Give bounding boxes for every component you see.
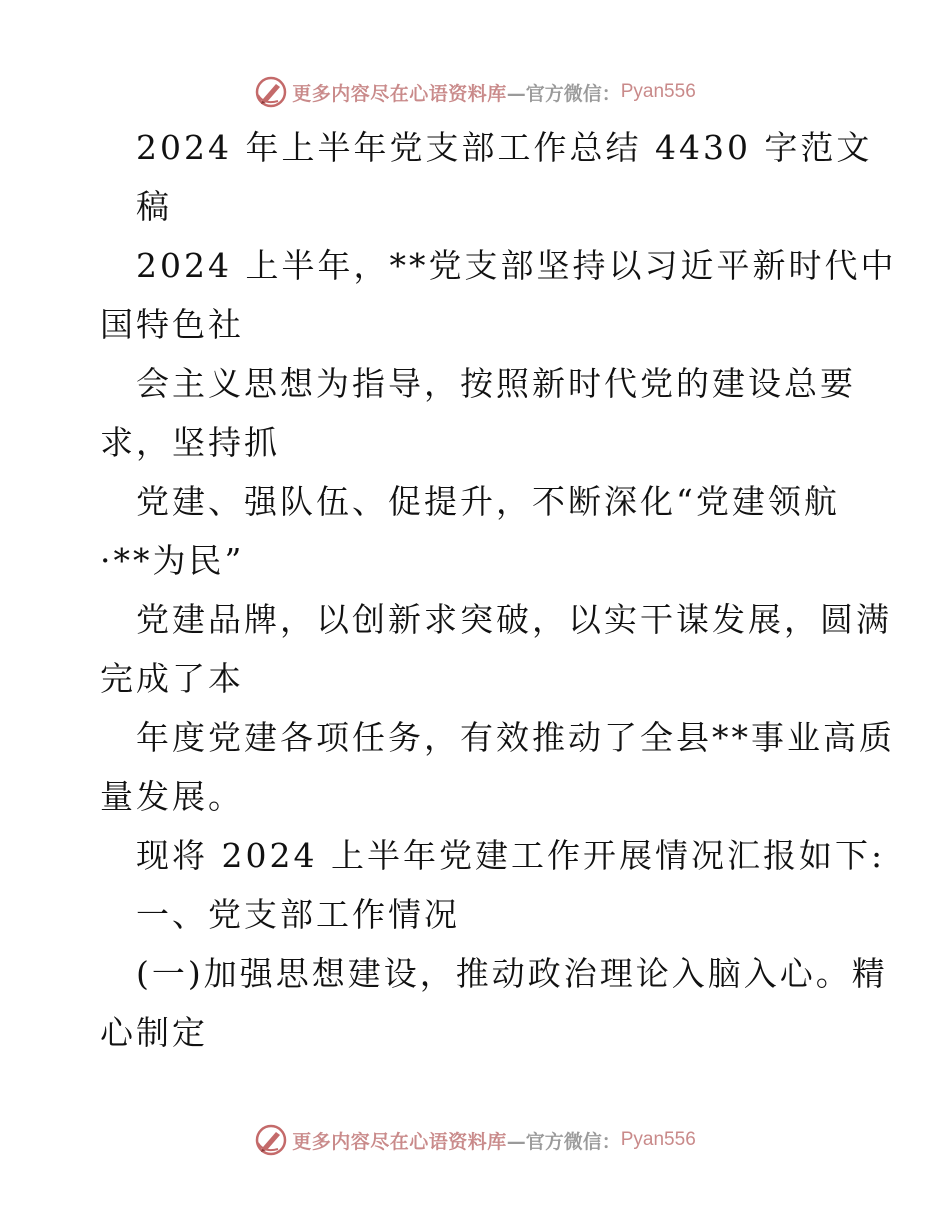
pen-logo-icon bbox=[254, 1123, 288, 1157]
footer-watermark bbox=[0, 1120, 950, 1160]
body-line: 会主义思想为指导，按照新时代党的建设总要 bbox=[136, 364, 856, 403]
watermark-official-text: —官方微信： bbox=[506, 82, 621, 105]
body-line: 求，坚持抓 bbox=[100, 423, 280, 462]
watermark-wechat-id: Pyan556 bbox=[620, 81, 696, 102]
pen-logo-icon bbox=[254, 75, 288, 109]
watermark-main-text: 更多内容尽在心语资料库 bbox=[292, 82, 507, 105]
body-line: 现将 2024 上半年党建工作开展情况汇报如下: bbox=[136, 836, 886, 875]
body-line: 年度党建各项任务，有效推动了全县**事业高质 bbox=[136, 718, 895, 757]
subsection-heading: (一)加强思想建设，推动政治理论入脑入心。精 bbox=[136, 954, 888, 993]
section-heading: 一、党支部工作情况 bbox=[136, 895, 460, 934]
document-body bbox=[100, 118, 897, 1062]
document-title-line-2: 稿 bbox=[136, 187, 172, 226]
body-line: 完成了本 bbox=[100, 659, 244, 698]
body-line: 国特色社 bbox=[100, 305, 244, 344]
body-line: ·**为民” bbox=[100, 541, 245, 580]
watermark-wechat-id: Pyan556 bbox=[620, 1129, 696, 1150]
watermark-main-text: 更多内容尽在心语资料库 bbox=[292, 1130, 507, 1153]
document-title-line-1: 2024 年上半年党支部工作总结 4430 字范文 bbox=[136, 128, 873, 167]
body-line: 量发展。 bbox=[100, 777, 244, 816]
body-line: 党建品牌，以创新求突破，以实干谋发展，圆满 bbox=[136, 600, 892, 639]
body-line: 党建、强队伍、促提升，不断深化“党建领航 bbox=[136, 482, 840, 521]
body-line: 2024 上半年，**党支部坚持以习近平新时代中 bbox=[136, 246, 897, 285]
body-line: 心制定 bbox=[100, 1013, 208, 1052]
watermark-official-text: —官方微信： bbox=[506, 1130, 621, 1153]
header-watermark bbox=[0, 72, 950, 112]
